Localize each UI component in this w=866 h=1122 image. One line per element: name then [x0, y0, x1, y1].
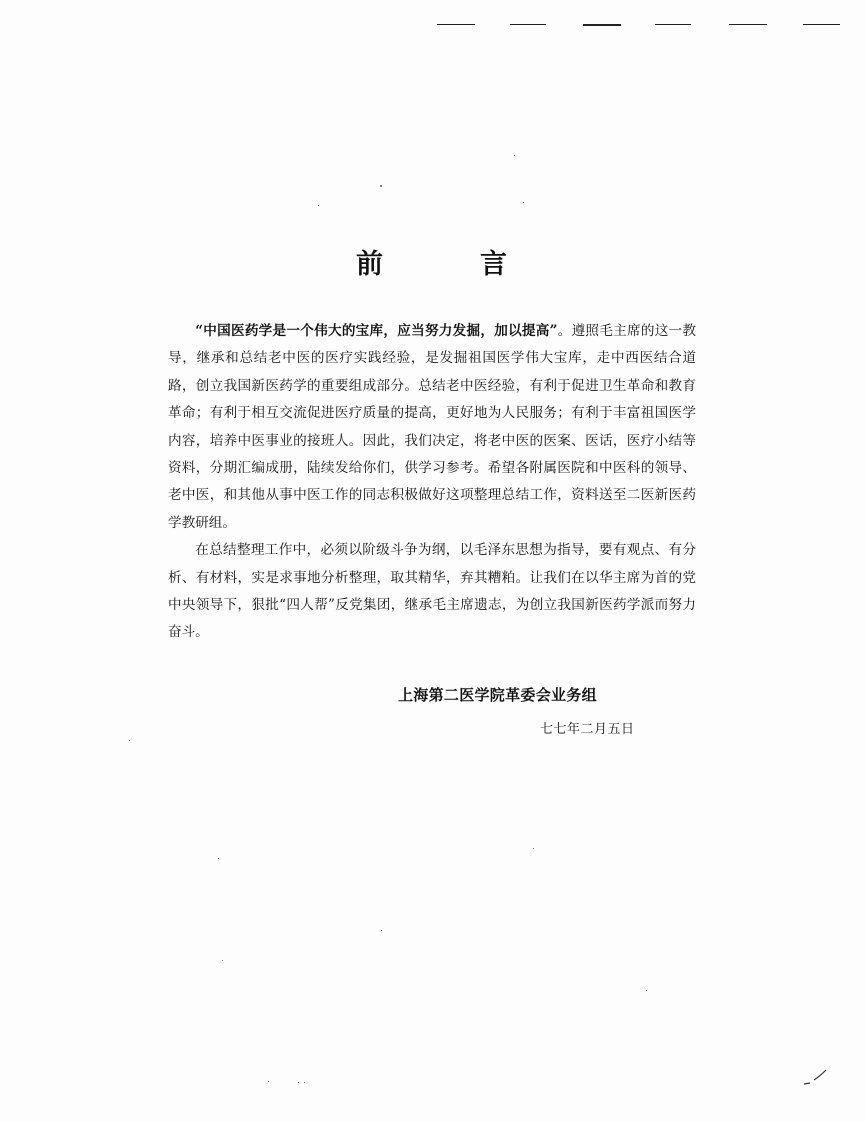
scan-speck [222, 960, 223, 961]
scan-speck [533, 848, 534, 849]
paragraph-1-text: 。遵照毛主席的这一教导，继承和总结老中医的医疗实践经验，是发掘祖国医学伟大宝库，走中西医结合道路，创立我国新医药学的重要组成部分。总结老中医经验，有利于促进卫生革命和教育革命；有利于相互交流促进医疗质量的提高，更好地为人民服务；有利于丰富祖国医学内容，培养中医事业的接班人。因此，我们决定，将老中医的医案、医话，医疗小结等资料，分期汇编成册，陆续发给你们，供学习参考。希望各附属医院和中医科的领导、老中医，和其他从事中医工作的同志积极做好这项整理总结工作，资料送至二医新医药学教研组。 [168, 323, 696, 531]
scan-speck [298, 1082, 299, 1083]
title-char-left: 前 [356, 249, 383, 280]
scan-speck [129, 740, 130, 741]
scan-rule-mark [655, 24, 691, 25]
scan-rule-mark [729, 24, 767, 25]
page-title [340, 242, 540, 282]
preface-body [168, 318, 696, 647]
scan-speck [380, 185, 382, 187]
scan-speck [318, 205, 319, 206]
scan-rule-mark [437, 24, 475, 25]
scan-speck [304, 1082, 305, 1083]
preface-paragraph-1 [168, 318, 696, 537]
scan-speck [218, 858, 219, 859]
scan-rule-mark [583, 24, 621, 26]
scan-rule-mark [803, 24, 840, 25]
signature-date: 七七年二月五日 [540, 722, 635, 737]
scan-speck [514, 155, 515, 156]
scan-speck [268, 1081, 269, 1082]
preface-paragraph-2: 在总结整理工作中，必须以阶级斗争为纲，以毛泽东思想为指导，要有观点、有分析、有材料，实是求事地分析整理，取其精华，弃其糟粕。让我们在以华主席为首的党中央领导下，狠批“四人帮”反党集团，继承毛主席遗志，为创立我国新医药学派而努力奋斗。 [168, 542, 696, 641]
scan-rule-mark [510, 24, 546, 25]
scan-speck [381, 930, 382, 931]
scan-speck [523, 202, 524, 203]
signature-organization: 上海第二医学院革委会业务组 [398, 686, 597, 704]
title-char-right: 言 [480, 249, 507, 280]
pen-scratch-mark [802, 1068, 832, 1088]
mao-quotation: “中国医药学是一个伟大的宝库，应当努力发掘，加以提高” [195, 323, 558, 339]
scan-speck [646, 990, 647, 991]
